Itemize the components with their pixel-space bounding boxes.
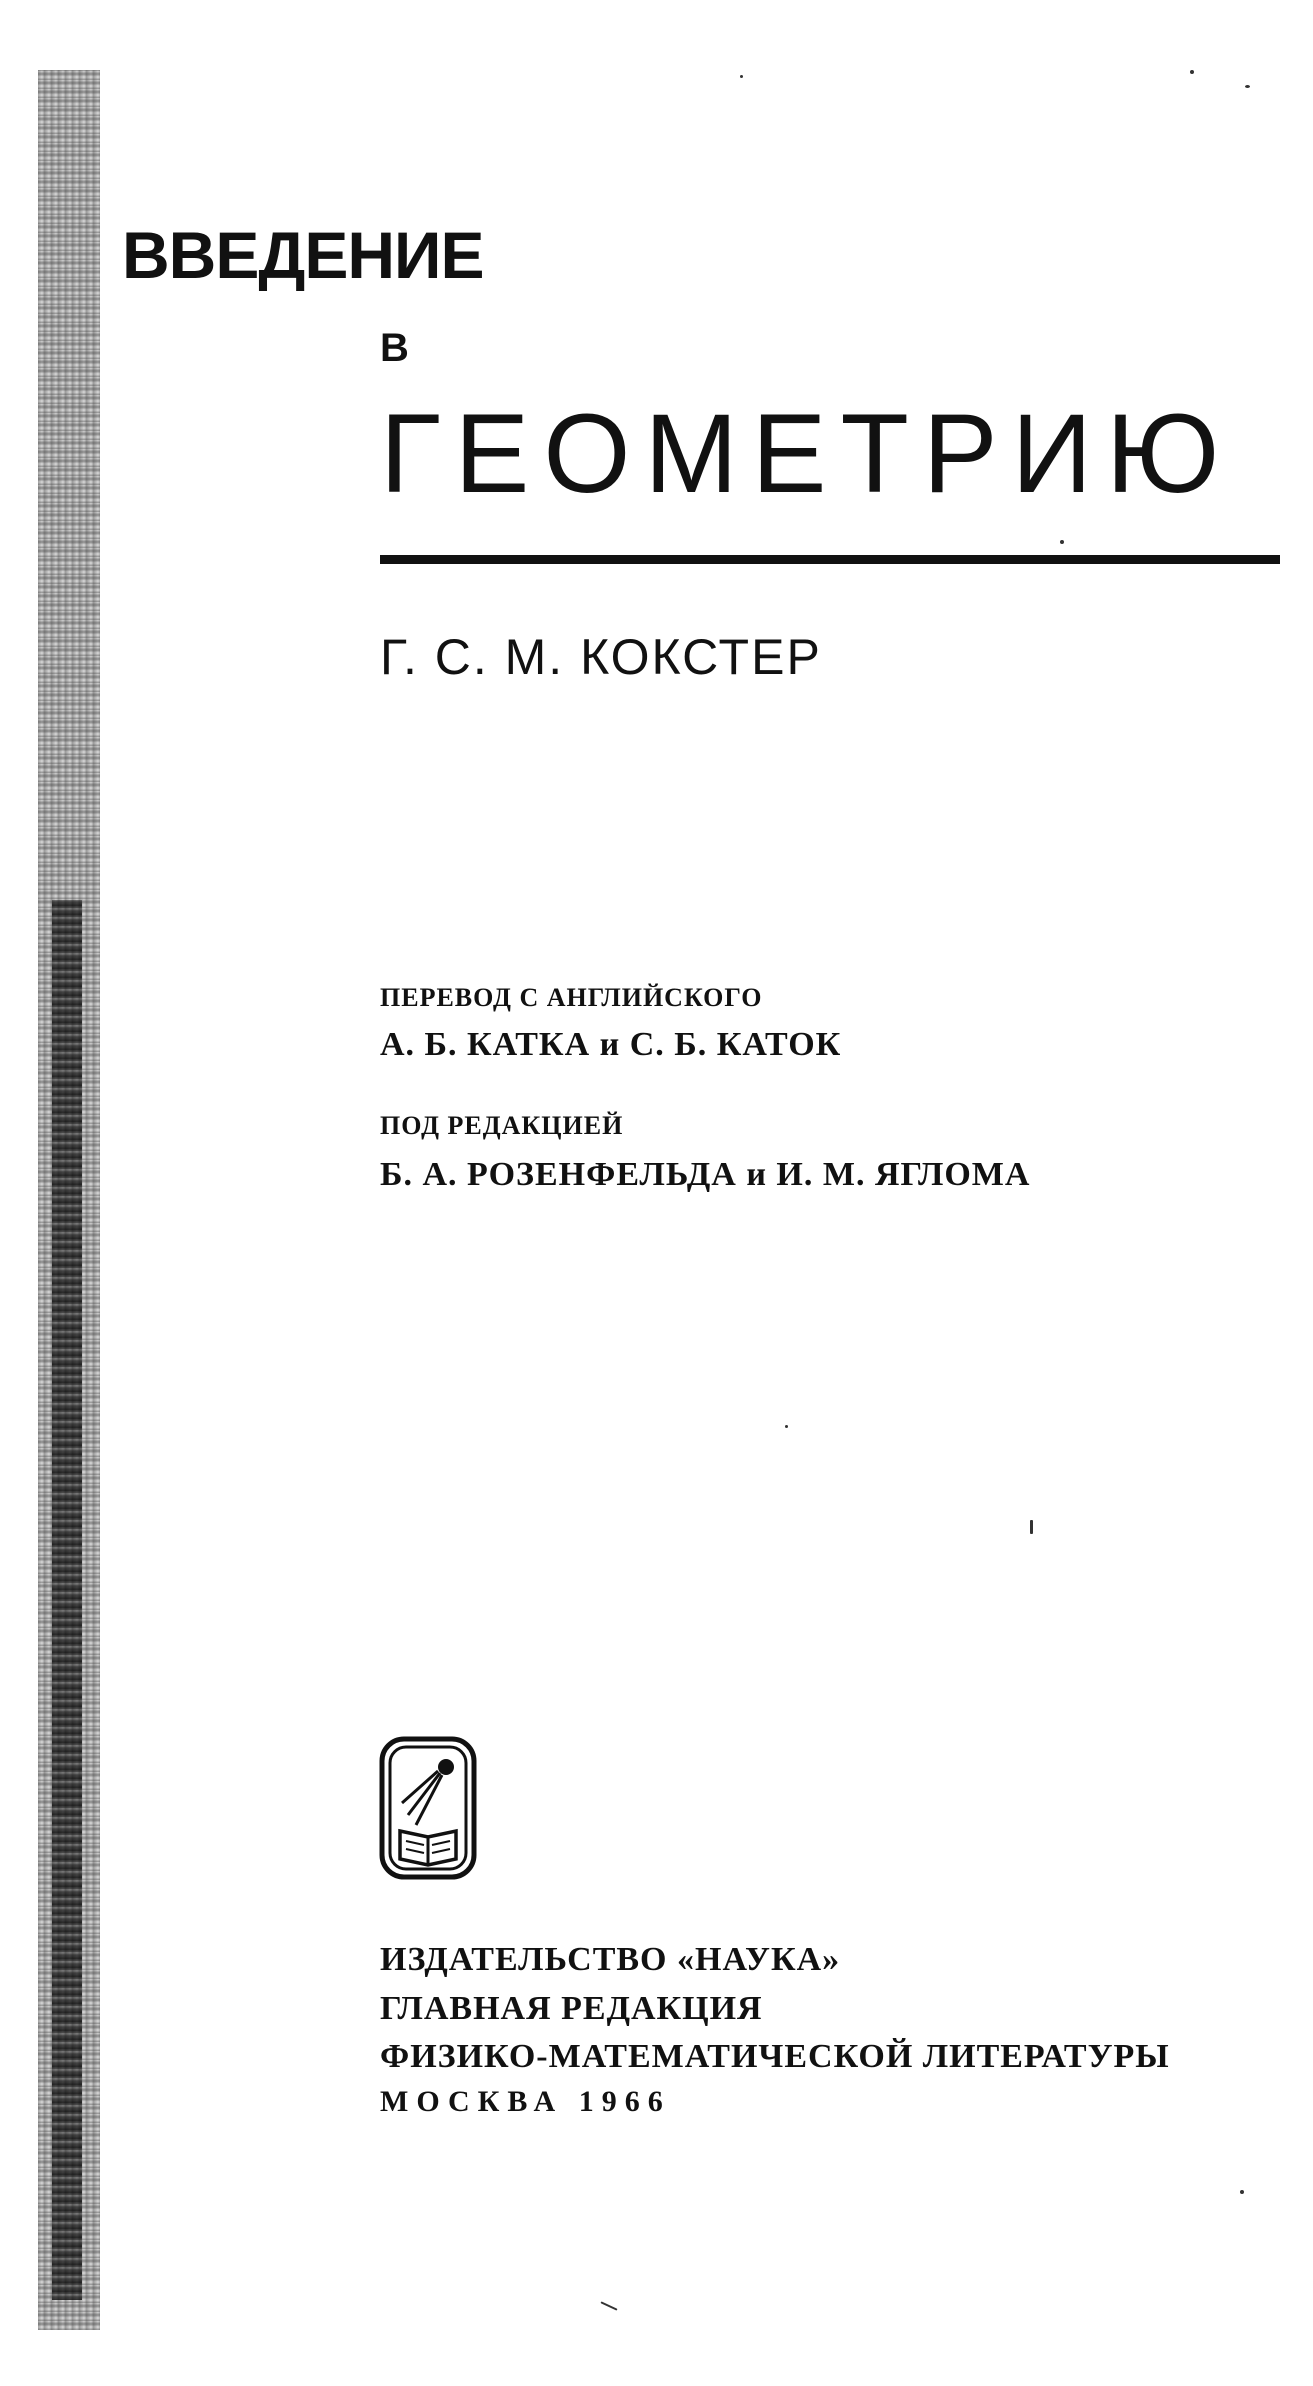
editors: Б. А. РОЗЕНФЕЛЬДА и И. М. ЯГЛОМА (380, 1156, 1031, 1193)
scan-speck (600, 2301, 617, 2310)
translation-label: ПЕРЕВОД С АНГЛИЙСКОГО (380, 983, 763, 1012)
scan-speck (1060, 540, 1064, 544)
publisher-name: ИЗДАТЕЛЬСТВО «НАУКА» (380, 1941, 841, 1978)
scan-speck (1030, 1520, 1033, 1534)
scan-speck (1240, 2190, 1244, 2194)
city-and-year: МОСКВА 1966 (380, 2085, 671, 2118)
publisher-division: ГЛАВНАЯ РЕДАКЦИЯ (380, 1990, 763, 2027)
editing-label: ПОД РЕДАКЦИЕЙ (380, 1111, 624, 1140)
scan-speck (740, 75, 743, 78)
title-line-introduction: ВВЕДЕНИЕ (122, 218, 484, 292)
scan-speck (785, 1425, 788, 1428)
scanned-binding-shadow (52, 900, 82, 2300)
book-and-satellite-emblem-icon (378, 1735, 478, 1881)
title-rule (380, 555, 1280, 564)
scan-speck (1190, 70, 1194, 74)
author-name: Г. С. М. КОКСТЕР (380, 629, 822, 685)
translators: А. Б. КАТКА и С. Б. КАТОК (380, 1026, 842, 1063)
scan-speck (1245, 85, 1250, 88)
title-line-preposition: В (380, 326, 409, 370)
title-line-geometry: ГЕОМЕТРИЮ (380, 391, 1234, 516)
publisher-literature: ФИЗИКО-МАТЕМАТИЧЕСКОЙ ЛИТЕРАТУРЫ (380, 2038, 1170, 2075)
